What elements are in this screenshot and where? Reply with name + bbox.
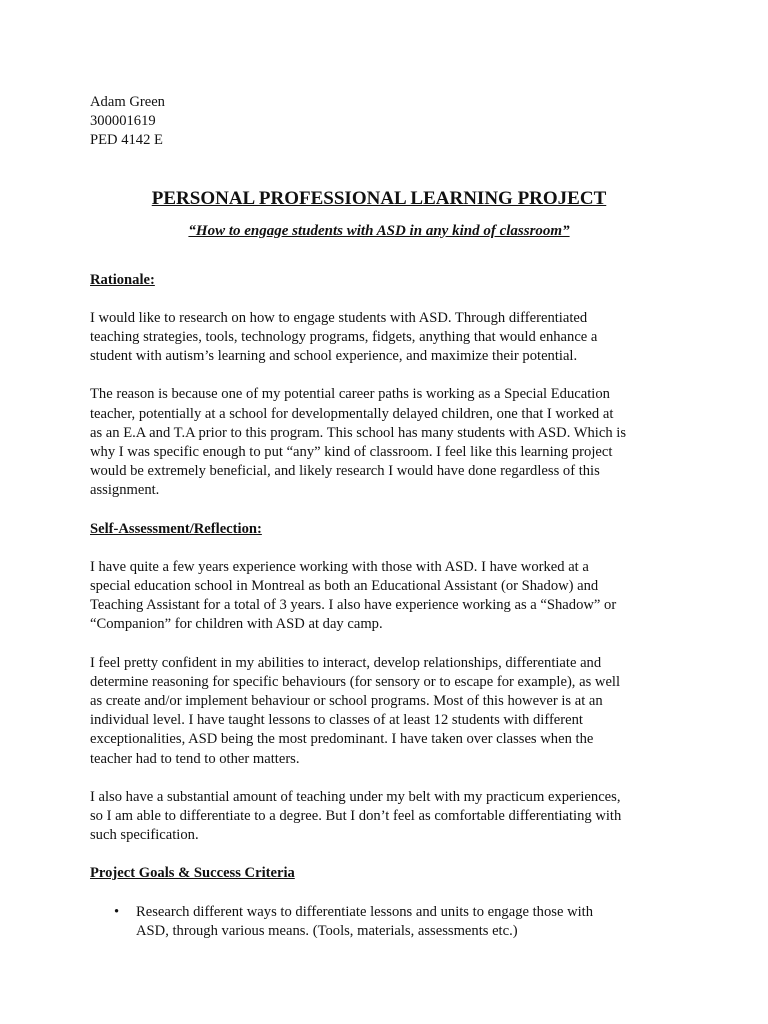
student-number: 300001619: [90, 113, 156, 130]
goals-section: [90, 864, 628, 941]
bullet-icon: •: [114, 903, 120, 920]
self-assessment-paragraph: I feel pretty confident in my abilities to interact, develop relationships, differentiate and determine reasoning for specific behaviours (for sensory or to escape for example), as well as create and/or implement behaviour or school programs. Most of this however is at an individual level. I have taught lessons to classes of at least 12 students with different exceptionalities, ASD being the most predominant. I have taken over classes when the teacher had to tend to other matters.: [90, 654, 621, 767]
self-assessment-section: [90, 520, 628, 846]
goals-heading: Project Goals & Success Criteria: [90, 865, 295, 882]
list-item-text: Research different ways to differentiate lessons and units to engage those with ASD, through various means. (Tools, materials, assessments etc.): [136, 903, 594, 939]
document-title: PERSONAL PROFESSIONAL LEARNING PROJECT: [151, 187, 607, 209]
course-code: PED 4142 E: [90, 132, 163, 149]
goals-list: [90, 903, 628, 941]
rationale-section: [90, 271, 628, 501]
list-item: [90, 903, 628, 941]
document-subtitle: “How to engage students with ASD in any kind of classroom”: [188, 222, 570, 239]
self-assessment-paragraph: I also have a substantial amount of teaching under my belt with my practicum experiences, so I am able to differentiate to a degree. But I don’t feel as comfortable differentiating with such specification.: [90, 788, 622, 844]
self-assessment-heading: Self-Assessment/Reflection:: [90, 520, 262, 537]
self-assessment-paragraph: I have quite a few years experience working with those with ASD. I have worked at a special education school in Montreal as both an Educational Assistant (or Shadow) and Teaching Assistant for a total of 3 years. I also have experience working as a “Shadow” or “Companion” for children with ASD at day camp.: [90, 558, 617, 633]
rationale-paragraph: I would like to research on how to engage students with ASD. Through differentiated teaching strategies, tools, technology programs, fidgets, anything that would enhance a student with autism’s learning and school experience, and maximize their potential.: [90, 309, 598, 365]
rationale-paragraph: The reason is because one of my potential career paths is working as a Special Education teacher, potentially at a school for developmentally delayed children, one that I worked at as an E.A and T.A prior to this program. This school has many students with ASD. Which is why I was specific enough to put “any” kind of classroom. I feel like this learning project would be extremely beneficial, and likely research I would have done regardless of this assignment.: [90, 386, 627, 499]
author-header: [90, 93, 628, 151]
author-name: Adam Green: [90, 94, 165, 110]
rationale-heading: Rationale:: [90, 271, 155, 288]
